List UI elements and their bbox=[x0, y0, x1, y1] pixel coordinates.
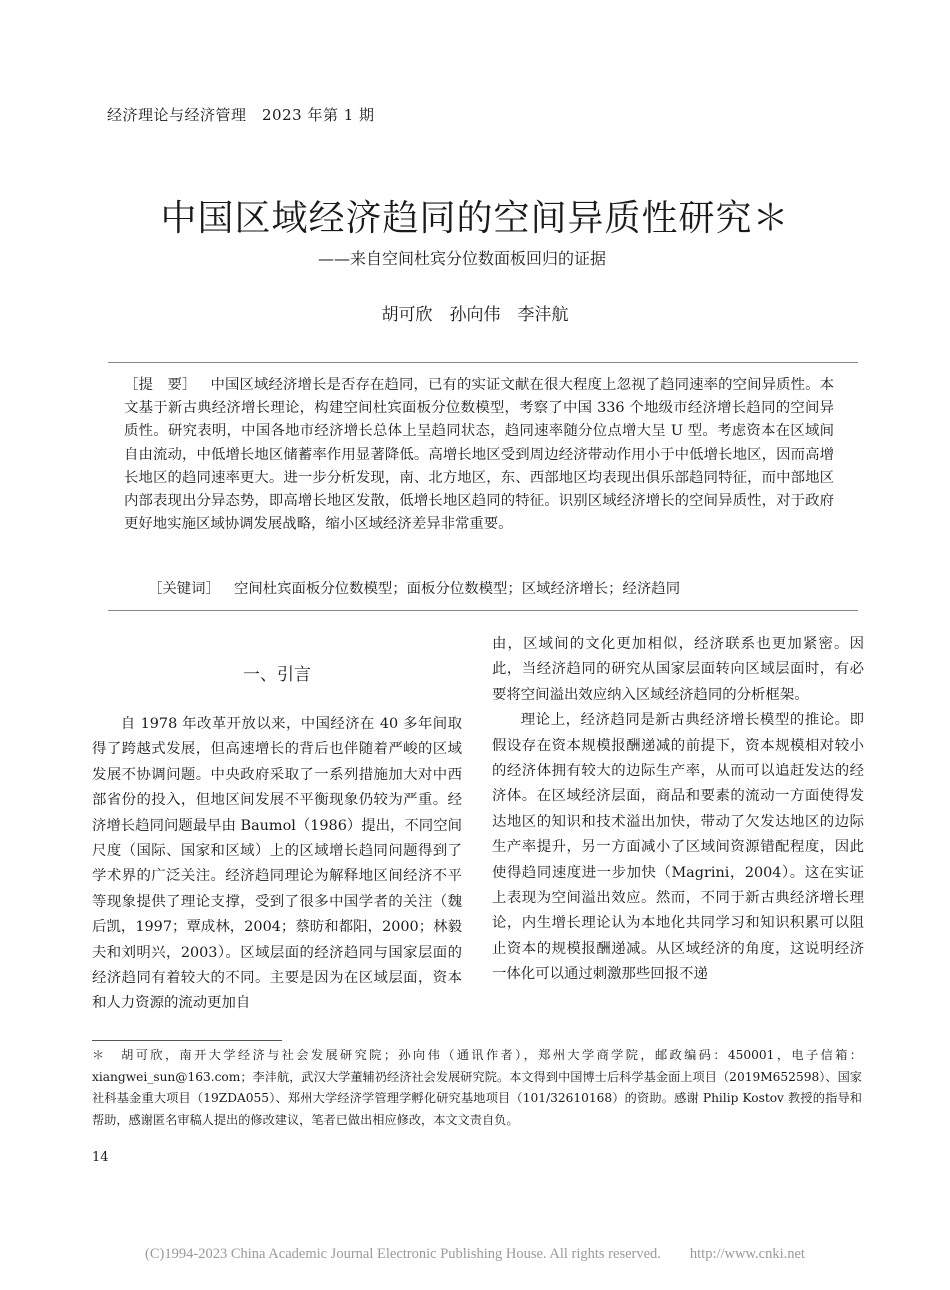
body-paragraph: 理论上，经济趋同是新古典经济增长模型的推论。即假设存在资本规模报酬递减的前提下，资本规模相对较小的经济体拥有较大的边际生产率，从而可以追赶发达的经济体。在区域经济层面，商品和要素的流动一方面使得发达地区的知识和技术溢出加快，带动了欠发达地区的边际生产率提升，另一方面减小了区域间资源错配程度，因此使得趋同速度进一步加快（Magrini，2004）。这在实证上表现为空间溢出效应。然而，不同于新古典经济增长理论，内生增长理论认为本地化共同学习和知识积累可以阻止资本的规模报酬递减。从区域经济的角度，这说明经济一体化可以通过刺激那些回报不递 bbox=[492, 712, 864, 983]
body-left-column bbox=[92, 712, 462, 1017]
copyright-notice: (C)1994-2023 China Academic Journal Electronic Publishing House. All rights reserved. http://www.cnki.net bbox=[145, 1246, 805, 1262]
article-title: 中国区域经济趋同的空间异质性研究＊ bbox=[160, 198, 790, 239]
body-paragraph: 由，区域间的文化更加相似，经济联系也更加紧密。因此，当经济趋同的研究从国家层面转向区域层面时，有必要将空间溢出效应纳入区域经济趋同的分析框架。 bbox=[492, 636, 864, 703]
abstract bbox=[124, 374, 834, 536]
abstract-label: ［提 要］ bbox=[124, 377, 197, 393]
footnote: ＊ 胡可欣，南开大学经济与社会发展研究院；孙向伟（通讯作者），郑州大学商学院，邮政编码：450001，电子信箱：xiangwei_sun@163.com；李沣航，武汉大学董辅礽经济社会发展研究院。本文得到中国博士后科学基金面上项目（2019M652598）、国家社科基金重大项目（19ZDA055）、郑州大学经济学管理学孵化研究基地项目（101/32610168）的资助。感谢 Philip Kostov 教授的指导和帮助，感谢匿名审稿人提出的修改建议，笔者已做出相应修改，本文文责自负。 bbox=[92, 1048, 862, 1127]
abstract-bottom-rule bbox=[108, 610, 858, 611]
section-heading: 一、引言 bbox=[243, 665, 311, 685]
article-subtitle: ——来自空间杜宾分位数面板回归的证据 bbox=[318, 249, 607, 268]
body-paragraph: 自 1978 年改革开放以来，中国经济在 40 多年间取得了跨越式发展，但高速增长的背后也伴随着严峻的区域发展不协调问题。中央政府采取了一系列措施加大对中西部省份的投入，但地区间发展不平衡现象仍较为严重。经济增长趋同问题最早由 Baumol（1986）提出，不同空间尺度（国际、国家和区域）上的区域增长趋同问题得到了学术界的广泛关注。经济趋同理论为解释地区间经济不平等现象提供了理论支撑，受到了很多中国学者的关注（魏后凯，1997；覃成林，2004；蔡昉和都阳，2000；林毅夫和刘明兴，2003）。区域层面的经济趋同与国家层面的经济趋同有着较大的不同。主要是因为在区域层面，资本和人力资源的流动更加自 bbox=[92, 716, 462, 1012]
abstract-text: 中国区域经济增长是否存在趋同，已有的实证文献在很大程度上忽视了趋同速率的空间异质性。本文基于新古典经济增长理论，构建空间杜宾面板分位数模型，考察了中国 336 个地级市经济增长趋同的空间异质性。研究表明，中国各地市经济增长总体上呈趋同状态，趋同速率随分位点增大呈 U 型。考虑资本在区域间自由流动，中低增长地区储蓄率作用显著降低。高增长地区受到周边经济带动作用小于中低增长地区，因而高增长地区的趋同速率更大。进一步分析发现，南、北方地区，东、西部地区均表现出俱乐部趋同特征，而中部地区内部表现出分异态势，即高增长地区发散，低增长地区趋同的特征。识别区域经济增长的空间异质性，对于政府更好地实施区域协调发展战略，缩小区域经济差异非常重要。 bbox=[124, 377, 834, 533]
footnote-rule bbox=[92, 1040, 282, 1041]
page-number: 14 bbox=[92, 1150, 109, 1165]
body-right-column bbox=[492, 632, 864, 988]
journal-header: 经济理论与经济管理 2023 年第 1 期 bbox=[107, 106, 375, 124]
article-authors: 胡可欣 孙向伟 李沣航 bbox=[381, 305, 569, 325]
keywords bbox=[148, 578, 680, 601]
abstract-top-rule bbox=[108, 362, 858, 363]
keywords-label: ［关键词］ bbox=[148, 581, 220, 597]
keywords-text: 空间杜宾面板分位数模型；面板分位数模型；区域经济增长；经济趋同 bbox=[233, 581, 681, 597]
